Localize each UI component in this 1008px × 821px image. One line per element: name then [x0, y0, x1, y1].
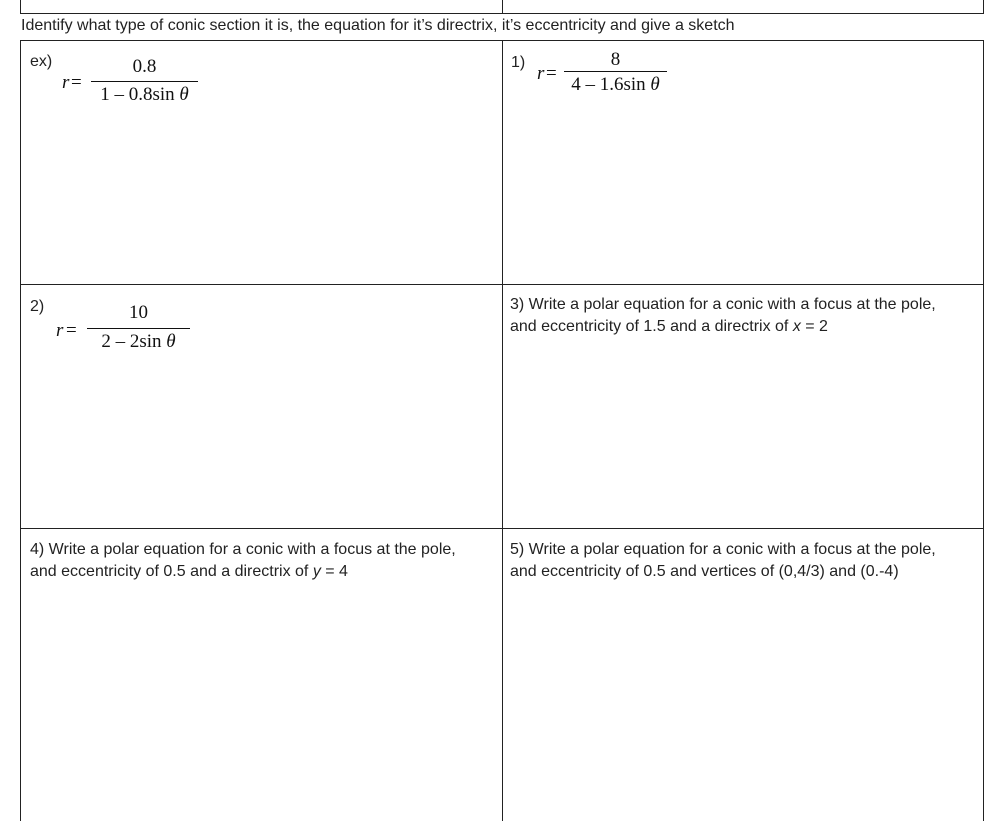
problem-1-fraction-bar — [564, 71, 667, 72]
problem-3-text-after: = 2 — [800, 318, 828, 335]
problem-3-text-before: 3) Write a polar equation for a conic with a focus at the pole, and eccentricity of 1.5 and a directrix of — [510, 296, 936, 335]
problem-1-numerator: 8 — [610, 49, 621, 70]
problem-2-label: 2) — [30, 298, 45, 315]
example-denominator: 1 – 0.8sin — [100, 84, 180, 105]
problem-3-var: x — [792, 318, 801, 335]
problem-2-denominator: 2 – 2sin — [101, 331, 167, 352]
problem-1-equals: = — [546, 63, 557, 84]
problem-2-theta: θ — [166, 331, 176, 352]
previous-table-bottom — [20, 0, 984, 14]
table-row-divider-2 — [21, 528, 983, 529]
problem-4-var: y — [312, 563, 321, 580]
problem-4-text-after: = 4 — [320, 563, 348, 580]
table-column-divider — [502, 41, 503, 821]
example-theta: θ — [179, 84, 189, 105]
example-label: ex) — [30, 53, 53, 70]
problem-1-label: 1) — [511, 54, 526, 71]
problem-1-denominator: 4 – 1.6sin — [571, 74, 651, 95]
problem-2-r: r — [56, 320, 64, 341]
problem-2-numerator: 10 — [129, 302, 148, 323]
instructions-text: Identify what type of conic section it is, the equation for it’s directrix, it’s eccentricity and give a sketch — [21, 17, 735, 34]
table-row-divider-1 — [21, 284, 983, 285]
example-fraction-bar — [91, 81, 198, 82]
example-equals: = — [71, 72, 82, 93]
problem-2-fraction — [87, 302, 190, 353]
previous-table-divider — [502, 0, 503, 13]
problem-2-equals: = — [66, 320, 77, 341]
problem-table — [20, 40, 984, 821]
problem-4-text-before: 4) Write a polar equation for a conic with a focus at the pole, and eccentricity of 0.5 and a directrix of — [30, 541, 456, 580]
problem-5-text: 5) Write a polar equation for a conic with a focus at the pole, and eccentricity of 0.5 and vertices of (0,4/3) and (0.-4) — [510, 541, 936, 580]
problem-1-fraction — [564, 49, 667, 96]
problem-2-fraction-bar — [87, 328, 190, 329]
example-numerator: 0.8 — [132, 56, 157, 77]
example-r: r — [62, 72, 70, 93]
example-fraction — [91, 56, 198, 106]
problem-3-text — [510, 294, 965, 338]
problem-1-r: r — [537, 63, 545, 84]
problem-1-theta: θ — [650, 74, 660, 95]
problem-4-text — [30, 539, 485, 583]
